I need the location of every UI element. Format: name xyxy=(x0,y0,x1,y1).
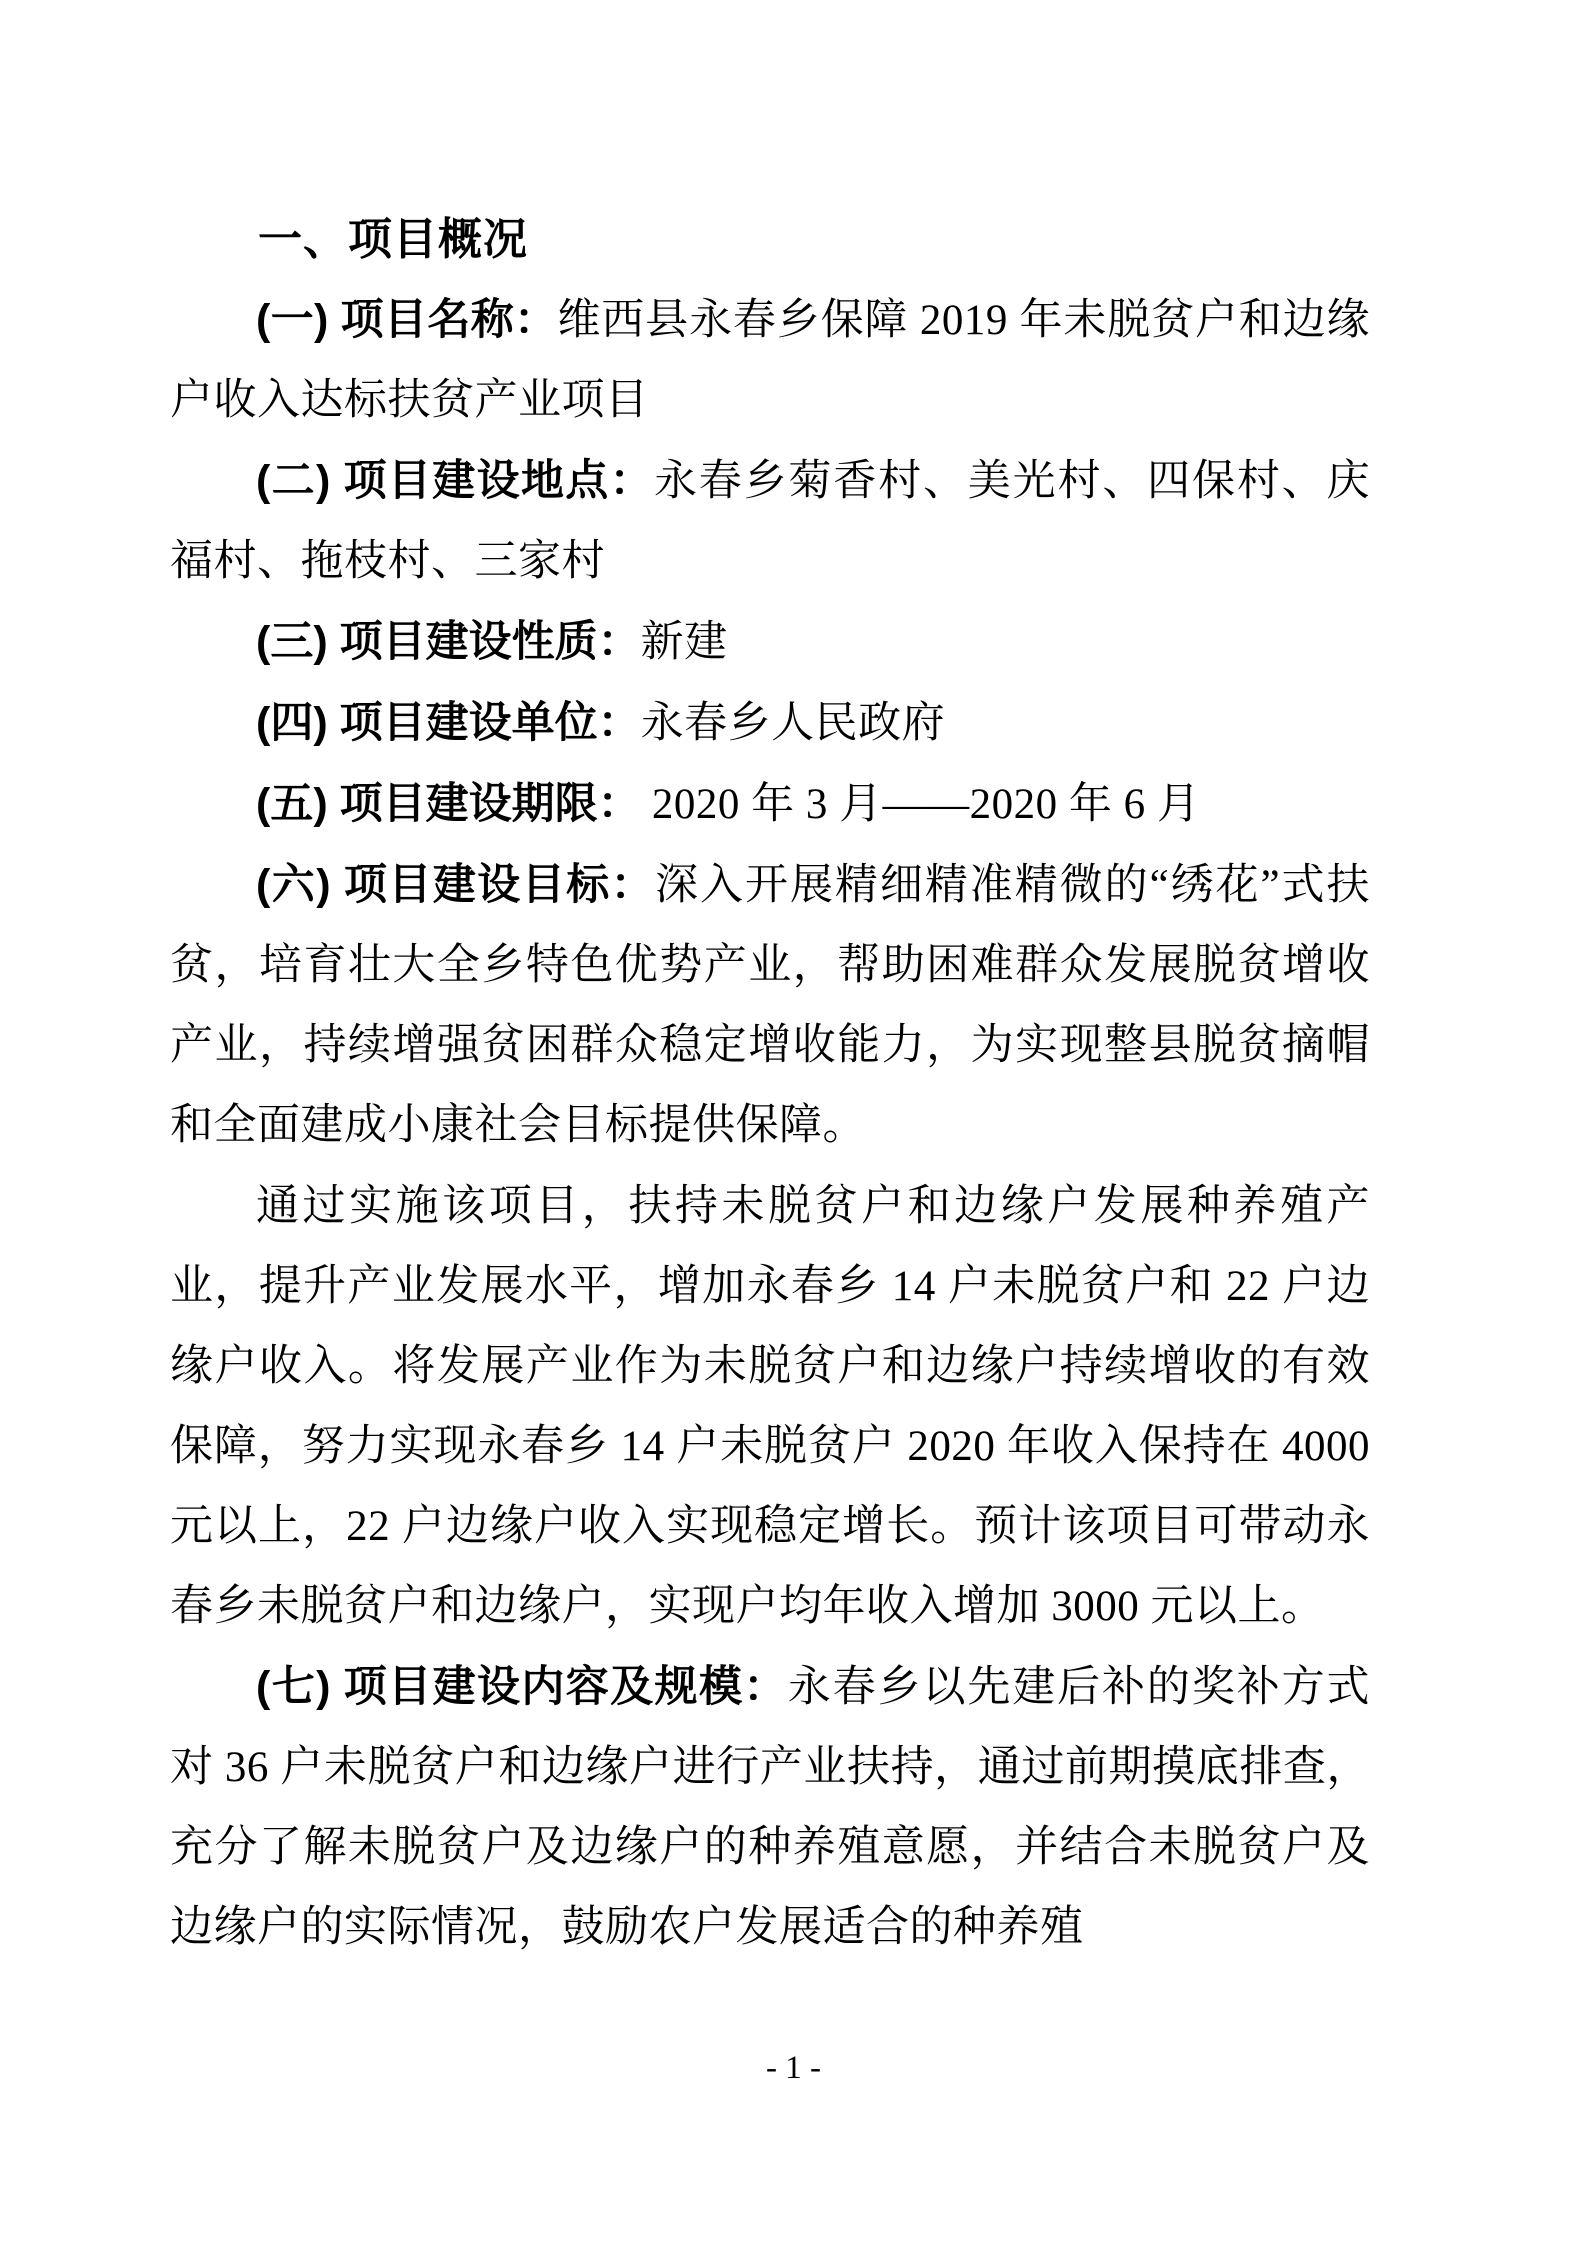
paragraph-project-benefit xyxy=(170,1166,1370,1647)
paragraph-project-name xyxy=(170,280,1370,441)
paragraph-project-goal xyxy=(170,845,1370,1166)
paragraph-text: 永春乡菊香村、美光村、四保村、庆福村、拖枝村、三家村 xyxy=(170,458,1370,585)
paragraph-label: (四) 项目建设单位： xyxy=(256,699,641,747)
paragraph-label: (二) 项目建设地点： xyxy=(256,457,654,505)
paragraph-label: (六) 项目建设目标： xyxy=(256,861,656,909)
paragraph-label: (七) 项目建设内容及规模： xyxy=(256,1663,788,1711)
paragraph-project-scale xyxy=(170,1647,1370,1968)
paragraph-label: (三) 项目建设性质： xyxy=(256,618,641,666)
paragraph-project-period xyxy=(170,764,1370,845)
section-heading: 一、项目概况 xyxy=(258,215,528,264)
paragraph-text: 通过实施该项目，扶持未脱贫户和边缘户发展种养殖产业，提升产业发展水平，增加永春乡 14 户未脱贫户和 22 户边缘户收入。将发展产业作为未脱贫户和边缘户持续增收的有效保障，努力实现永春乡 14 户未脱贫户 2020 年收入保持在 4000 元以上，22 户边缘户收入实现稳定增长。预计该项目可带动永春乡未脱贫户和边缘户，实现户均年收入增加 3000 元以上。 xyxy=(170,1183,1370,1630)
paragraph-label: (一) 项目名称： xyxy=(256,296,558,344)
paragraph-project-unit xyxy=(170,683,1370,764)
paragraph-text: 永春乡以先建后补的奖补方式对 36 户未脱贫户和边缘户进行产业扶持，通过前期摸底排查，充分了解未脱贫户及边缘户的种养殖意愿，并结合未脱贫户及边缘户的实际情况，鼓励农户发展适合的种养殖 xyxy=(170,1664,1371,1951)
paragraph-text: 维西县永春乡保障 2019 年未脱贫户和边缘户收入达标扶贫产业项目 xyxy=(170,297,1370,424)
paragraph-text: 2020 年 3 月——2020 年 6 月 xyxy=(651,781,1201,828)
paragraph-text: 新建 xyxy=(640,619,728,666)
paragraph-project-nature xyxy=(170,602,1370,683)
page-number: - 1 - xyxy=(766,2050,821,2086)
paragraph-text: 永春乡人民政府 xyxy=(640,700,946,747)
paragraph-text: 深入开展精细精准精微的“绣花”式扶贫，培育壮大全乡特色优势产业，帮助困难群众发展脱贫增收产业，持续增强贫困群众稳定增收能力，为实现整县脱贫摘帽和全面建成小康社会目标提供保障。 xyxy=(170,862,1371,1149)
paragraph-label: (五) 项目建设期限： xyxy=(256,780,641,828)
document-content xyxy=(170,200,1370,1968)
paragraph-project-location xyxy=(170,441,1370,602)
